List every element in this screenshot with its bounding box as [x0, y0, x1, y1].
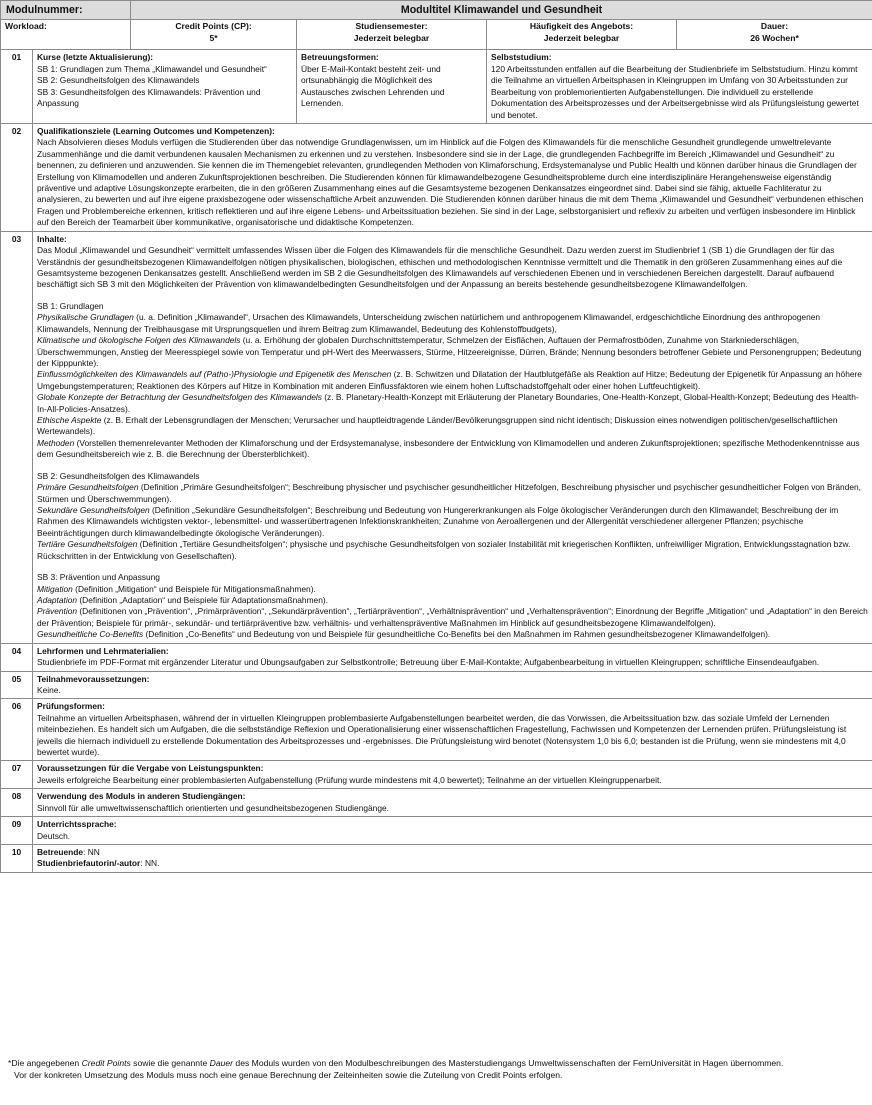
contents-intro: Das Modul „Klimawandel und Gesundheit“ vermittelt umfassendes Wissen über die Folgen des Klimawandels für die menschliche Gesundheit. Dazu werden zuerst im Studienbrief 1 (SB 1) die Grundlagen der für das Verständnis der gesundheitsbezogenen Klimawandelfolgen nötigen physikalischen, biologischen, ethischen und methodologischen Kenntnisse vermittelt und die Thematik in den größeren Zusammenhang eines auf die Gesamtsysteme bezogenen Denkansatzes gestellt. Anschließend werden im SB 2 die Gesundheitsfolgen des Klimawandels auf verschiedenen Ebenen und in verschiedenen Bereichen dargestellt. Darauf aufbauend beschäftigt sich SB 3 mit den Möglichkeiten der Prävention von klimawandelbedingten Gesundheitsfolgen und der Anpassung an bereits bestehende gesundheitsbezogene Klimawandelfolgen.: [37, 245, 843, 290]
section-title: Verwendung des Moduls in anderen Studiengängen:: [37, 791, 246, 802]
section-08: [1, 789, 872, 817]
courses-title: Kurse (letzte Aktualisierung):: [37, 52, 154, 63]
semester-label: Studiensemester:: [355, 21, 428, 32]
section-number: 04: [1, 643, 33, 671]
workload-row: [1, 20, 872, 50]
workload-label: Workload:: [1, 20, 131, 50]
content-item: Adaptation (Definition „Adaptation“ und Beispiele für Adaptationsmaßnahmen).: [37, 594, 328, 605]
course-item: SB 1: Grundlagen zum Thema „Klimawandel und Gesundheit“: [37, 63, 267, 74]
self-study-cell: [487, 50, 872, 124]
section-text: Studienbriefe im PDF-Format mit ergänzender Literatur und Übungsaufgaben zur Selbstkontrolle; Betreuung über E-Mail-Kontakte; Aufgabenbearbeitung in virtuellen Kleingruppen; schriftliche Einsendeaufgaben.: [37, 657, 820, 668]
section-number: 08: [1, 789, 33, 817]
header-row: [1, 1, 872, 20]
courses-cell: [33, 50, 297, 124]
semester-cell: [297, 20, 487, 50]
section-text: Keine.: [37, 684, 61, 695]
frequency-label: Häufigkeit des Angebots:: [529, 21, 634, 32]
self-study-text: 120 Arbeitsstunden entfallen auf die Bearbeitung der Studienbriefe im Selbststudium. Hinzu kommt die Teilnahme an virtuellen Arbeitsphasen in Kleingruppen im Umfang von 30 Arbeitsstunden zur Bearbeitung von problemorientierten Aufgabenstellungen. Die individuell zu erstellende Dokumentation des Arbeitsprozesses und der Arbeitsergebnisse wird als Prüfungsleistung gewertet und benotet.: [491, 63, 859, 120]
section-title: Voraussetzungen für die Vergabe von Leistungspunkten:: [37, 763, 264, 774]
content-item: Gesundheitliche Co-Benefits (Definition „Co-Benefits“ und Bedeutung von und Beispiele für gesundheitliche Co-Benefits bei den Maßnahmen im Rahmen gesundheitsbezogener Klimawandelfolgen).: [37, 629, 771, 640]
sb2-heading: SB 2: Gesundheitsfolgen des Klimawandels: [37, 470, 200, 481]
section-text: Jeweils erfolgreiche Bearbeitung einer problembasierten Aufgabenstellung (Prüfung wurde mindestens mit 4,0 bewertet); Teilnahme an der virtuellen Kleingruppenarbeit.: [37, 774, 662, 785]
section-title: Unterrichtssprache:: [37, 819, 117, 830]
credit-points-label: Credit Points (CP):: [175, 21, 252, 32]
section-number: 09: [1, 817, 33, 845]
section-10: [1, 844, 872, 872]
section-title: Inhalte:: [37, 233, 67, 244]
credit-points-cell: [131, 20, 297, 50]
footnote-line-2: Vor der konkreten Umsetzung des Moduls muss noch eine genaue Berechnung der Zeiteinheiten sowie die Zuteilung von Credit Points erfolgen.: [14, 1070, 563, 1081]
content-item: Globale Konzepte der Betrachtung der Gesundheitsfolgen des Klimawandels (z. B. Planetary-Health-Konzept mit Erläuterung der Planetary Boundaries, One-Health-Konzept, Global-Health-Konzept; Bedeutung des Health-In-All-Policies-Ansatzes).: [37, 392, 859, 414]
section-03: [1, 231, 872, 643]
content-item: Physikalische Grundlagen (u. a. Definition „Klimawandel“, Ursachen des Klimawandels, Unterscheidung zwischen natürlichem und anthropogenem Klimawandel, erdgeschichtliche Einordnung des anthropogenen Klimawandels, Nennung der Treibhausgase mit Ursprungsquellen und ihrem Beitrag zum Klimawandel, Bedeutung des Kohlenstoffbudgets),: [37, 312, 821, 334]
support-title: Betreuungsformen:: [301, 52, 379, 63]
lecturer-line: Betreuende: NN: [37, 846, 100, 857]
section-text: Teilnahme an virtuellen Arbeitsphasen, während der in virtuellen Kleingruppen problembasierte Aufgabenstellungen bearbeitet werden, die das Vorwissen, die Arbeitssituation bzw. das soziale Umfeld der Lernenden miteinbeziehen. Es handelt sich um Aufgaben, die die selbstständige Reflexion und Operationalisierung einer wissenschaftlichen Fragestellung, Fachwissen und Kompetenzen der Lernenden prüfen. Prüfungsleistung ist jeweils die hiernach individuell zu erstellende Dokumentation des Arbeitsprozesses und -ergebnisses. Die Prüfungsleistung wird benotet (Notensystem 1,0 bis 6,0; bestanden ist die Prüfung, wenn sie mindestens mit 4,0 bewertet wurde).: [37, 712, 847, 758]
content-item: Primäre Gesundheitsfolgen (Definition „Primäre Gesundheitsfolgen“; Beschreibung physischer und psychischer gesundheitlicher Hitzefolgen, Beschreibung physischer und psychischer gesundheitlicher Folgen von Bränden, Stürmen und Überschwemmungen).: [37, 482, 862, 504]
section-04: [1, 643, 872, 671]
section-06: [1, 699, 872, 761]
section-title: Qualifikationsziele (Learning Outcomes und Kompetenzen):: [37, 125, 275, 136]
section-title: Teilnahmevoraussetzungen:: [37, 673, 150, 684]
section-07: [1, 761, 872, 789]
duration-label: Dauer:: [760, 21, 789, 32]
module-number-label: Modulnummer:: [1, 1, 131, 20]
section-01: [1, 50, 872, 124]
author-line: Studienbriefautorin/-autor: NN.: [37, 858, 160, 869]
course-item: SB 2: Gesundheitsfolgen des Klimawandels: [37, 75, 200, 86]
footnote: [8, 1057, 868, 1082]
section-number: 03: [1, 231, 33, 643]
learning-outcomes-text: Nach Absolvieren dieses Moduls verfügen die Studierenden über das notwendige Grundlagenwissen, um im Hinblick auf die Folgen des Klimawandels für die menschliche Gesundheit grundlegende umweltrelevante Zusammenhänge und die damit verbundenen kausalen Mechanismen zu erkennen und zu verstehen. Insbesondere sind sie in der Lage, die grundlegenden Fachbegriffe im Bereich „Klimawandel und Gesundheit“ zu benennen, zu definieren und anzuwenden. Sie kennen die im Themengebiet relevanten, grundlegenden Methoden von Klimaforschung, Erdsystemanalyse und Public Health und können darüber hinaus die Grundlagen der Erstellung von Klimamodellen und anderen Zukunftsprojektionen beschreiben. Die Studierenden können für klimawandelbezogene Gesundheitsprobleme durch eine interdisziplinäre Herangehensweise eigenständig präventive und adaptive Lösungskonzepte erarbeiten, die in den größeren Zusammenhang eines auf die Gesamtsysteme bezogenen Denkansatzes eingeordnet sind. Dabei sind sie fähig, aktuelle Fachliteratur zu analysieren, zu bewerten und auf ihre eigene praxisbezogene oder wissenschaftliche Arbeit anzuwenden. Die Studierenden können darüber hinaus die mit dem Thema „Klimawandel und Gesundheit“ verbundenen ethischen Fragen und Problembereiche erkennen, kritisch reflektieren und auf ihre eigene Lebens- und Arbeitssituation beziehen. Sie sind in der Lage, selbstorganisiert und reflexiv zu arbeiten und verfügen insbesondere im Hinblick auf den Bereich der Teamarbeit über kommunikative, organisatorische und didaktische Kompetenzen.: [37, 137, 864, 228]
self-study-title: Selbststudium:: [491, 52, 552, 63]
section-title: Prüfungsformen:: [37, 701, 105, 712]
section-number: 05: [1, 671, 33, 699]
content-item: Klimatische und ökologische Folgen des Klimawandels (u. a. Erhöhung der globalen Durchschnittstemperatur, Schmelzen der Eisflächen, Auftauen der Permafrostböden, Zunahme von Starkniederschlägen, Überschwemmungen, Anstieg der Meeresspiegel sowie von Temperatur und pH-Wert des Meerwassers, Stürme, Hitzeereignisse, Dürren, Brände; Nennung besonders betroffener Gebiete und Personengruppen; Bedeutung der Kipppunkte).: [37, 335, 862, 368]
content-item: Methoden (Vorstellen themenrelevanter Methoden der Klimaforschung und der Erdsystemanalyse, insbesondere der Entwicklung von Klimamodellen und anderen Zukunftsprojektionen; spezifische Methodenkenntnisse aus dem Gesundheitsbereich wie z. B. die Berechnung der Übersterblichkeit).: [37, 437, 860, 460]
section-number: 02: [1, 123, 33, 231]
content-item: Tertiäre Gesundheitsfolgen (Definition „Tertiäre Gesundheitsfolgen“; physische und psychische Gesundheitsfolgen von sozialer Instabilität mit kriegerischen Konflikten, unfreiwilliger Migration, Entwicklungsstagnation bzw. Rückschritten in der Entwicklung von Gesellschaften).: [37, 539, 851, 561]
section-text: Sinnvoll für alle umweltwissenschaftlich orientierten und gesundheitsbezogenen Studiengänge.: [37, 802, 389, 813]
duration-value: 26 Wochen*: [750, 32, 799, 43]
content-item: Sekundäre Gesundheitsfolgen (Definition „Sekundäre Gesundheitsfolgen“; Beschreibung und Bedeutung von Hungererkrankungen als Folge ökologischer Veränderungen durch den Klimawandel; Beschreibung der im Rahmen des Klimawandels wichtigsten vektor-, lebensmittel- und wasserübertragenen Infektionskrankheiten; Zunahme von Aeroallergenen und der Allergenität verschiedener allergener Pflanzen; psychische Beeinträchtigungen durch klimawandelbedingte ökologische Veränderungen).: [37, 505, 839, 538]
module-title: Modultitel Klimawandel und Gesundheit: [131, 1, 872, 20]
section-number: 01: [1, 50, 33, 124]
section-09: [1, 817, 872, 845]
support-text: Über E-Mail-Kontakt besteht zeit- und ortsunabhängig die Möglichkeit des Austausches zwischen Lehrenden und Lernenden.: [301, 63, 445, 109]
credit-points-value: 5*: [209, 32, 218, 43]
course-item: SB 3: Gesundheitsfolgen des Klimawandels: Prävention und Anpassung: [37, 86, 261, 109]
section-number: 06: [1, 699, 33, 761]
semester-value: Jederzeit belegbar: [353, 32, 430, 43]
section-number: 07: [1, 761, 33, 789]
content-item: Prävention (Definitionen von „Prävention“, „Primärprävention“, „Sekundärprävention“, „Tertiärprävention“, „Verhältnisprävention“ und „Verhaltensprävention“; Einordnung der Begriffe „Mitigation“ und „Adaptation“ in den Bereich der Prävention; Beispiele für primär-, sekundär- und tertiärpräventive bzw. verhältnis- und verhaltenspräventive Maßnahmen im Hinblick auf gesundheitsbezogene Klimawandelfolgen).: [37, 606, 868, 628]
duration-cell: [677, 20, 872, 50]
sb3-heading: SB 3: Prävention und Anpassung: [37, 572, 160, 583]
section-text: Deutsch.: [37, 830, 71, 841]
frequency-cell: [487, 20, 677, 50]
section-05: [1, 671, 872, 699]
frequency-value: Jederzeit belegbar: [543, 32, 620, 43]
support-cell: [297, 50, 487, 124]
content-item: Mitigation (Definition „Mitigation“ und Beispiele für Mitigationsmaßnahmen).: [37, 583, 316, 594]
section-title: Lehrformen und Lehrmaterialien:: [37, 645, 169, 656]
content-item: Einflussmöglichkeiten des Klimawandels auf (Patho-)Physiologie und Epigenetik des Menschen (z. B. Schwitzen und Dilatation der Hautblutgefäße als Reaktion auf Hitze; Bedeutung der Epigenetik für Anpassung an höhere Umgebungstemperaturen; Reaktionen des Körpers auf Hitze in Kombination mit anderen Einflussfaktoren wie einem hohen Luftschadstoffgehalt oder einer hohen Luftfeuchtigkeit).: [37, 369, 862, 391]
sb1-heading: SB 1: Grundlagen: [37, 300, 104, 311]
section-number: 10: [1, 844, 33, 872]
content-item: Ethische Aspekte (z. B. Erhalt der Lebensgrundlagen der Menschen; Verursacher und hauptleidtragende Länder/Bevölkerungsgruppen sind nicht identisch; Diskussion eines notwendigen politischen/gesellschaftlichen Wertewandels).: [37, 415, 838, 437]
section-02: [1, 123, 872, 231]
footnote-line-1: *Die angegebenen Credit Points sowie die genannte Dauer des Moduls wurden von den Modulbeschreibungen des Masterstudiengangs Umweltwissenschaften der FernUniversität in Hagen übernommen.: [8, 1058, 784, 1068]
